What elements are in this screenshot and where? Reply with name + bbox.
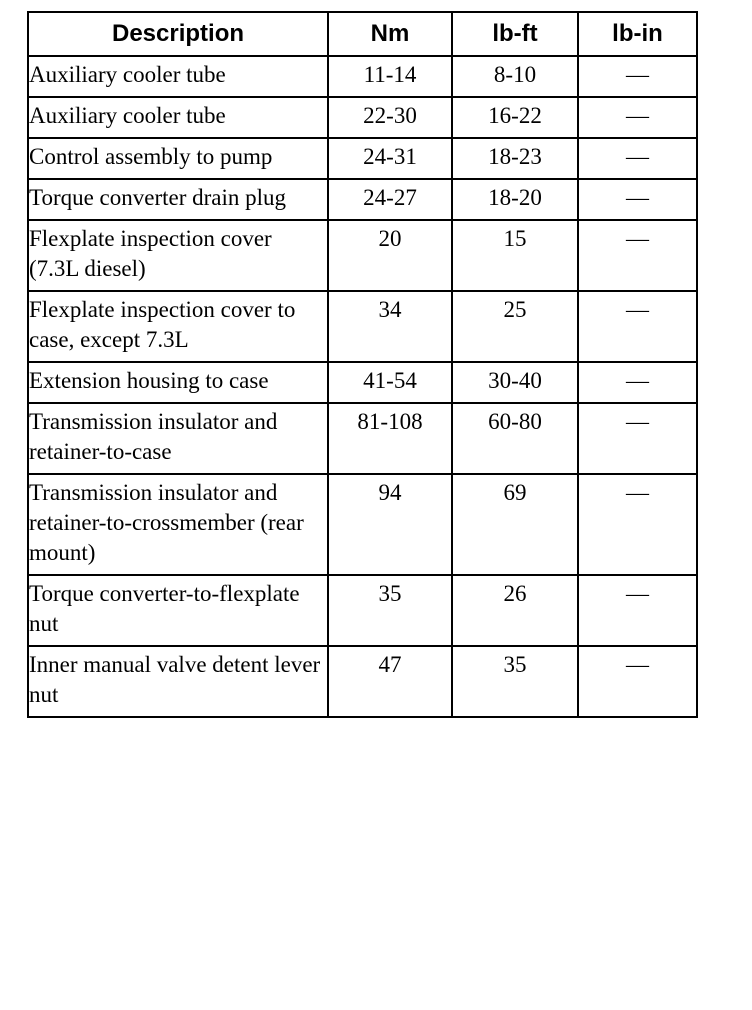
cell-lb-in: — <box>578 403 697 474</box>
cell-lb-ft: 25 <box>452 291 578 362</box>
cell-lb-ft: 30-40 <box>452 362 578 403</box>
cell-lb-in: — <box>578 138 697 179</box>
table-row <box>28 362 697 403</box>
cell-nm: 20 <box>328 220 452 291</box>
cell-description: Transmission insulator and retainer-to-case <box>28 403 328 474</box>
cell-nm: 22-30 <box>328 97 452 138</box>
cell-lb-in: — <box>578 575 697 646</box>
cell-lb-ft: 8-10 <box>452 56 578 97</box>
header-nm: Nm <box>328 12 452 56</box>
cell-lb-ft: 35 <box>452 646 578 717</box>
cell-description: Torque converter drain plug <box>28 179 328 220</box>
cell-lb-ft: 26 <box>452 575 578 646</box>
table-row <box>28 138 697 179</box>
cell-lb-in: — <box>578 646 697 717</box>
cell-nm: 24-31 <box>328 138 452 179</box>
header-lb-in: lb-in <box>578 12 697 56</box>
cell-nm: 11-14 <box>328 56 452 97</box>
cell-nm: 35 <box>328 575 452 646</box>
table-row <box>28 56 697 97</box>
table-row <box>28 474 697 575</box>
cell-lb-in: — <box>578 97 697 138</box>
table-row <box>28 291 697 362</box>
cell-lb-in: — <box>578 179 697 220</box>
cell-nm: 41-54 <box>328 362 452 403</box>
cell-description: Torque converter-to-flexplate nut <box>28 575 328 646</box>
cell-lb-in: — <box>578 291 697 362</box>
table-row <box>28 646 697 717</box>
table-row <box>28 403 697 474</box>
table-row <box>28 220 697 291</box>
cell-lb-ft: 60-80 <box>452 403 578 474</box>
header-lb-ft: lb-ft <box>452 12 578 56</box>
cell-lb-in: — <box>578 56 697 97</box>
table-row <box>28 179 697 220</box>
cell-lb-ft: 16-22 <box>452 97 578 138</box>
cell-description: Inner manual valve detent lever nut <box>28 646 328 717</box>
cell-lb-ft: 69 <box>452 474 578 575</box>
cell-description: Transmission insulator and retainer-to-crossmember (rear mount) <box>28 474 328 575</box>
table-row <box>28 97 697 138</box>
cell-nm: 94 <box>328 474 452 575</box>
cell-lb-ft: 18-20 <box>452 179 578 220</box>
cell-lb-in: — <box>578 362 697 403</box>
cell-description: Extension housing to case <box>28 362 328 403</box>
cell-lb-ft: 15 <box>452 220 578 291</box>
cell-nm: 24-27 <box>328 179 452 220</box>
header-row <box>28 12 697 56</box>
cell-nm: 81-108 <box>328 403 452 474</box>
cell-description: Flexplate inspection cover to case, except 7.3L <box>28 291 328 362</box>
cell-lb-ft: 18-23 <box>452 138 578 179</box>
cell-lb-in: — <box>578 474 697 575</box>
cell-nm: 47 <box>328 646 452 717</box>
table-row <box>28 575 697 646</box>
header-description: Description <box>28 12 328 56</box>
cell-description: Auxiliary cooler tube <box>28 56 328 97</box>
cell-description: Control assembly to pump <box>28 138 328 179</box>
torque-spec-table <box>27 11 698 718</box>
cell-nm: 34 <box>328 291 452 362</box>
cell-lb-in: — <box>578 220 697 291</box>
cell-description: Flexplate inspection cover (7.3L diesel) <box>28 220 328 291</box>
cell-description: Auxiliary cooler tube <box>28 97 328 138</box>
